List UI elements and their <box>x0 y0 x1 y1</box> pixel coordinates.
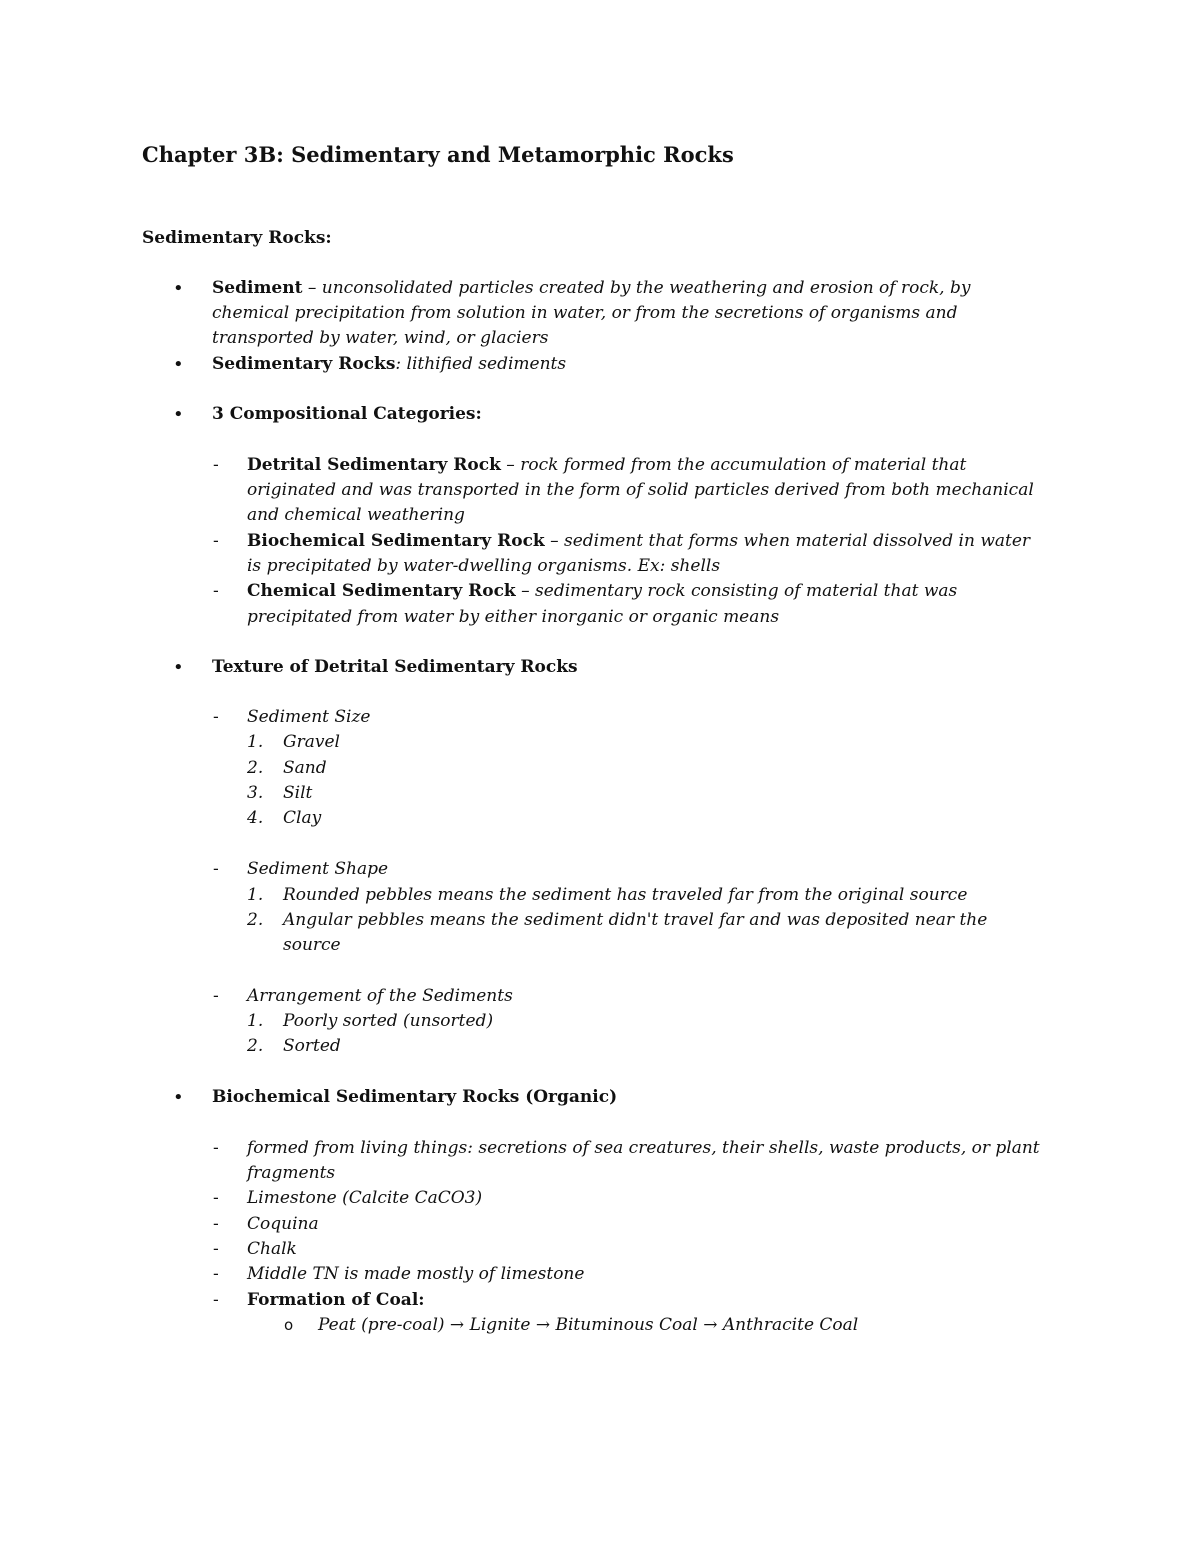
dash-marker: - <box>213 531 219 551</box>
list-number: 1. <box>247 732 264 752</box>
list-item: Coquina <box>247 1214 319 1234</box>
list-item: Rounded pebbles means the sediment has traveled far from the original source <box>283 885 968 905</box>
coal-sequence: Peat (pre-coal) → Lignite → Bituminous Coal → Anthracite Coal <box>318 1315 859 1335</box>
list-item: Angular pebbles means the sediment didn't travel far and was deposited near the <box>283 910 988 930</box>
dash-marker: - <box>213 1264 219 1284</box>
list-item: Silt <box>283 783 313 803</box>
dash-marker: - <box>213 1188 219 1208</box>
dash-marker: - <box>213 1214 219 1234</box>
list-number: 2. <box>247 910 264 930</box>
list-item: Middle TN is made mostly of limestone <box>247 1264 585 1284</box>
biochemical-def-2: is precipitated by water-dwelling organisms. Ex: shells <box>247 556 721 576</box>
sediment-term: Sediment <box>212 278 303 298</box>
bullet-marker: • <box>173 354 184 375</box>
list-item: Clay <box>283 808 322 828</box>
biochemical-def-1: sediment that forms when material dissolved in water <box>564 531 1031 551</box>
dash-marker: - <box>213 455 219 475</box>
dash-marker: - <box>213 707 219 727</box>
list-number: 1. <box>247 885 264 905</box>
biochemical-sep: – <box>544 531 565 551</box>
list-item-continuation: source <box>283 935 341 955</box>
detrital-def-3: and chemical weathering <box>247 505 465 525</box>
bullet-marker: • <box>173 278 184 299</box>
dash-marker: - <box>213 986 219 1006</box>
sediment-def-2: chemical precipitation from solution in water, or from the secretions of organisms and <box>212 303 958 323</box>
detrital-def-2: originated and was transported in the form of solid particles derived from both mechanical <box>247 480 1034 500</box>
sediment-def-3: transported by water, wind, or glaciers <box>212 328 549 348</box>
detrital-line <box>247 453 966 478</box>
list-item: Sand <box>283 758 327 778</box>
chemical-sep: – <box>515 581 536 601</box>
dash-marker: - <box>213 1138 219 1158</box>
biochemical-term: Biochemical Sedimentary Rock <box>247 531 545 551</box>
texture-heading: Texture of Detrital Sedimentary Rocks <box>212 657 578 677</box>
detrital-def-1: rock formed from the accumulation of material that <box>520 455 967 475</box>
page-title: Chapter 3B: Sedimentary and Metamorphic Rocks <box>142 142 734 167</box>
list-number: 3. <box>247 783 264 803</box>
sedimentary-rocks-colon: : <box>395 354 402 374</box>
sediment-shape-label: Sediment Shape <box>247 859 389 879</box>
sedimentary-rocks-line <box>212 352 566 377</box>
sediment-sep: – <box>302 278 322 298</box>
dash-marker: - <box>213 1290 219 1310</box>
list-item: Chalk <box>247 1239 297 1259</box>
dash-marker: - <box>213 1239 219 1259</box>
bullet-marker: • <box>173 657 184 678</box>
chemical-def-1: sedimentary rock consisting of material that was <box>535 581 958 601</box>
section-heading: Sedimentary Rocks: <box>142 228 332 248</box>
list-item: Gravel <box>283 732 340 752</box>
bullet-marker: • <box>173 1087 184 1108</box>
biochemical-line <box>247 529 1030 554</box>
sediment-definition-line <box>212 276 970 301</box>
list-number: 1. <box>247 1011 264 1031</box>
chemical-def-2: precipitated from water by either inorganic or organic means <box>247 607 780 627</box>
detrital-sep: – <box>500 455 521 475</box>
formed-line-1: formed from living things: secretions of sea creatures, their shells, waste products, or plant <box>247 1138 1040 1158</box>
arrangement-label: Arrangement of the Sediments <box>247 986 513 1006</box>
categories-heading: 3 Compositional Categories: <box>212 404 482 424</box>
sediment-size-label: Sediment Size <box>247 707 371 727</box>
detrital-term: Detrital Sedimentary Rock <box>247 455 501 475</box>
list-number: 4. <box>247 808 264 828</box>
list-number: 2. <box>247 758 264 778</box>
coal-heading: Formation of Coal: <box>247 1290 425 1310</box>
dash-marker: - <box>213 859 219 879</box>
chemical-term: Chemical Sedimentary Rock <box>247 581 516 601</box>
list-item: Limestone (Calcite CaCO3) <box>247 1188 483 1208</box>
formed-line-2: fragments <box>247 1163 336 1183</box>
list-item: Sorted <box>283 1036 341 1056</box>
bullet-marker: • <box>173 404 184 425</box>
chemical-line <box>247 579 957 604</box>
sediment-def-1: unconsolidated particles created by the weathering and erosion of rock, by <box>321 278 971 298</box>
biochem-heading: Biochemical Sedimentary Rocks (Organic) <box>212 1087 618 1107</box>
dash-marker: - <box>213 581 219 601</box>
sedimentary-rocks-term: Sedimentary Rocks <box>212 354 396 374</box>
list-item: Poorly sorted (unsorted) <box>283 1011 494 1031</box>
circle-marker: o <box>284 1316 294 1334</box>
sedimentary-rocks-def: lithified sediments <box>401 354 567 374</box>
list-number: 2. <box>247 1036 264 1056</box>
